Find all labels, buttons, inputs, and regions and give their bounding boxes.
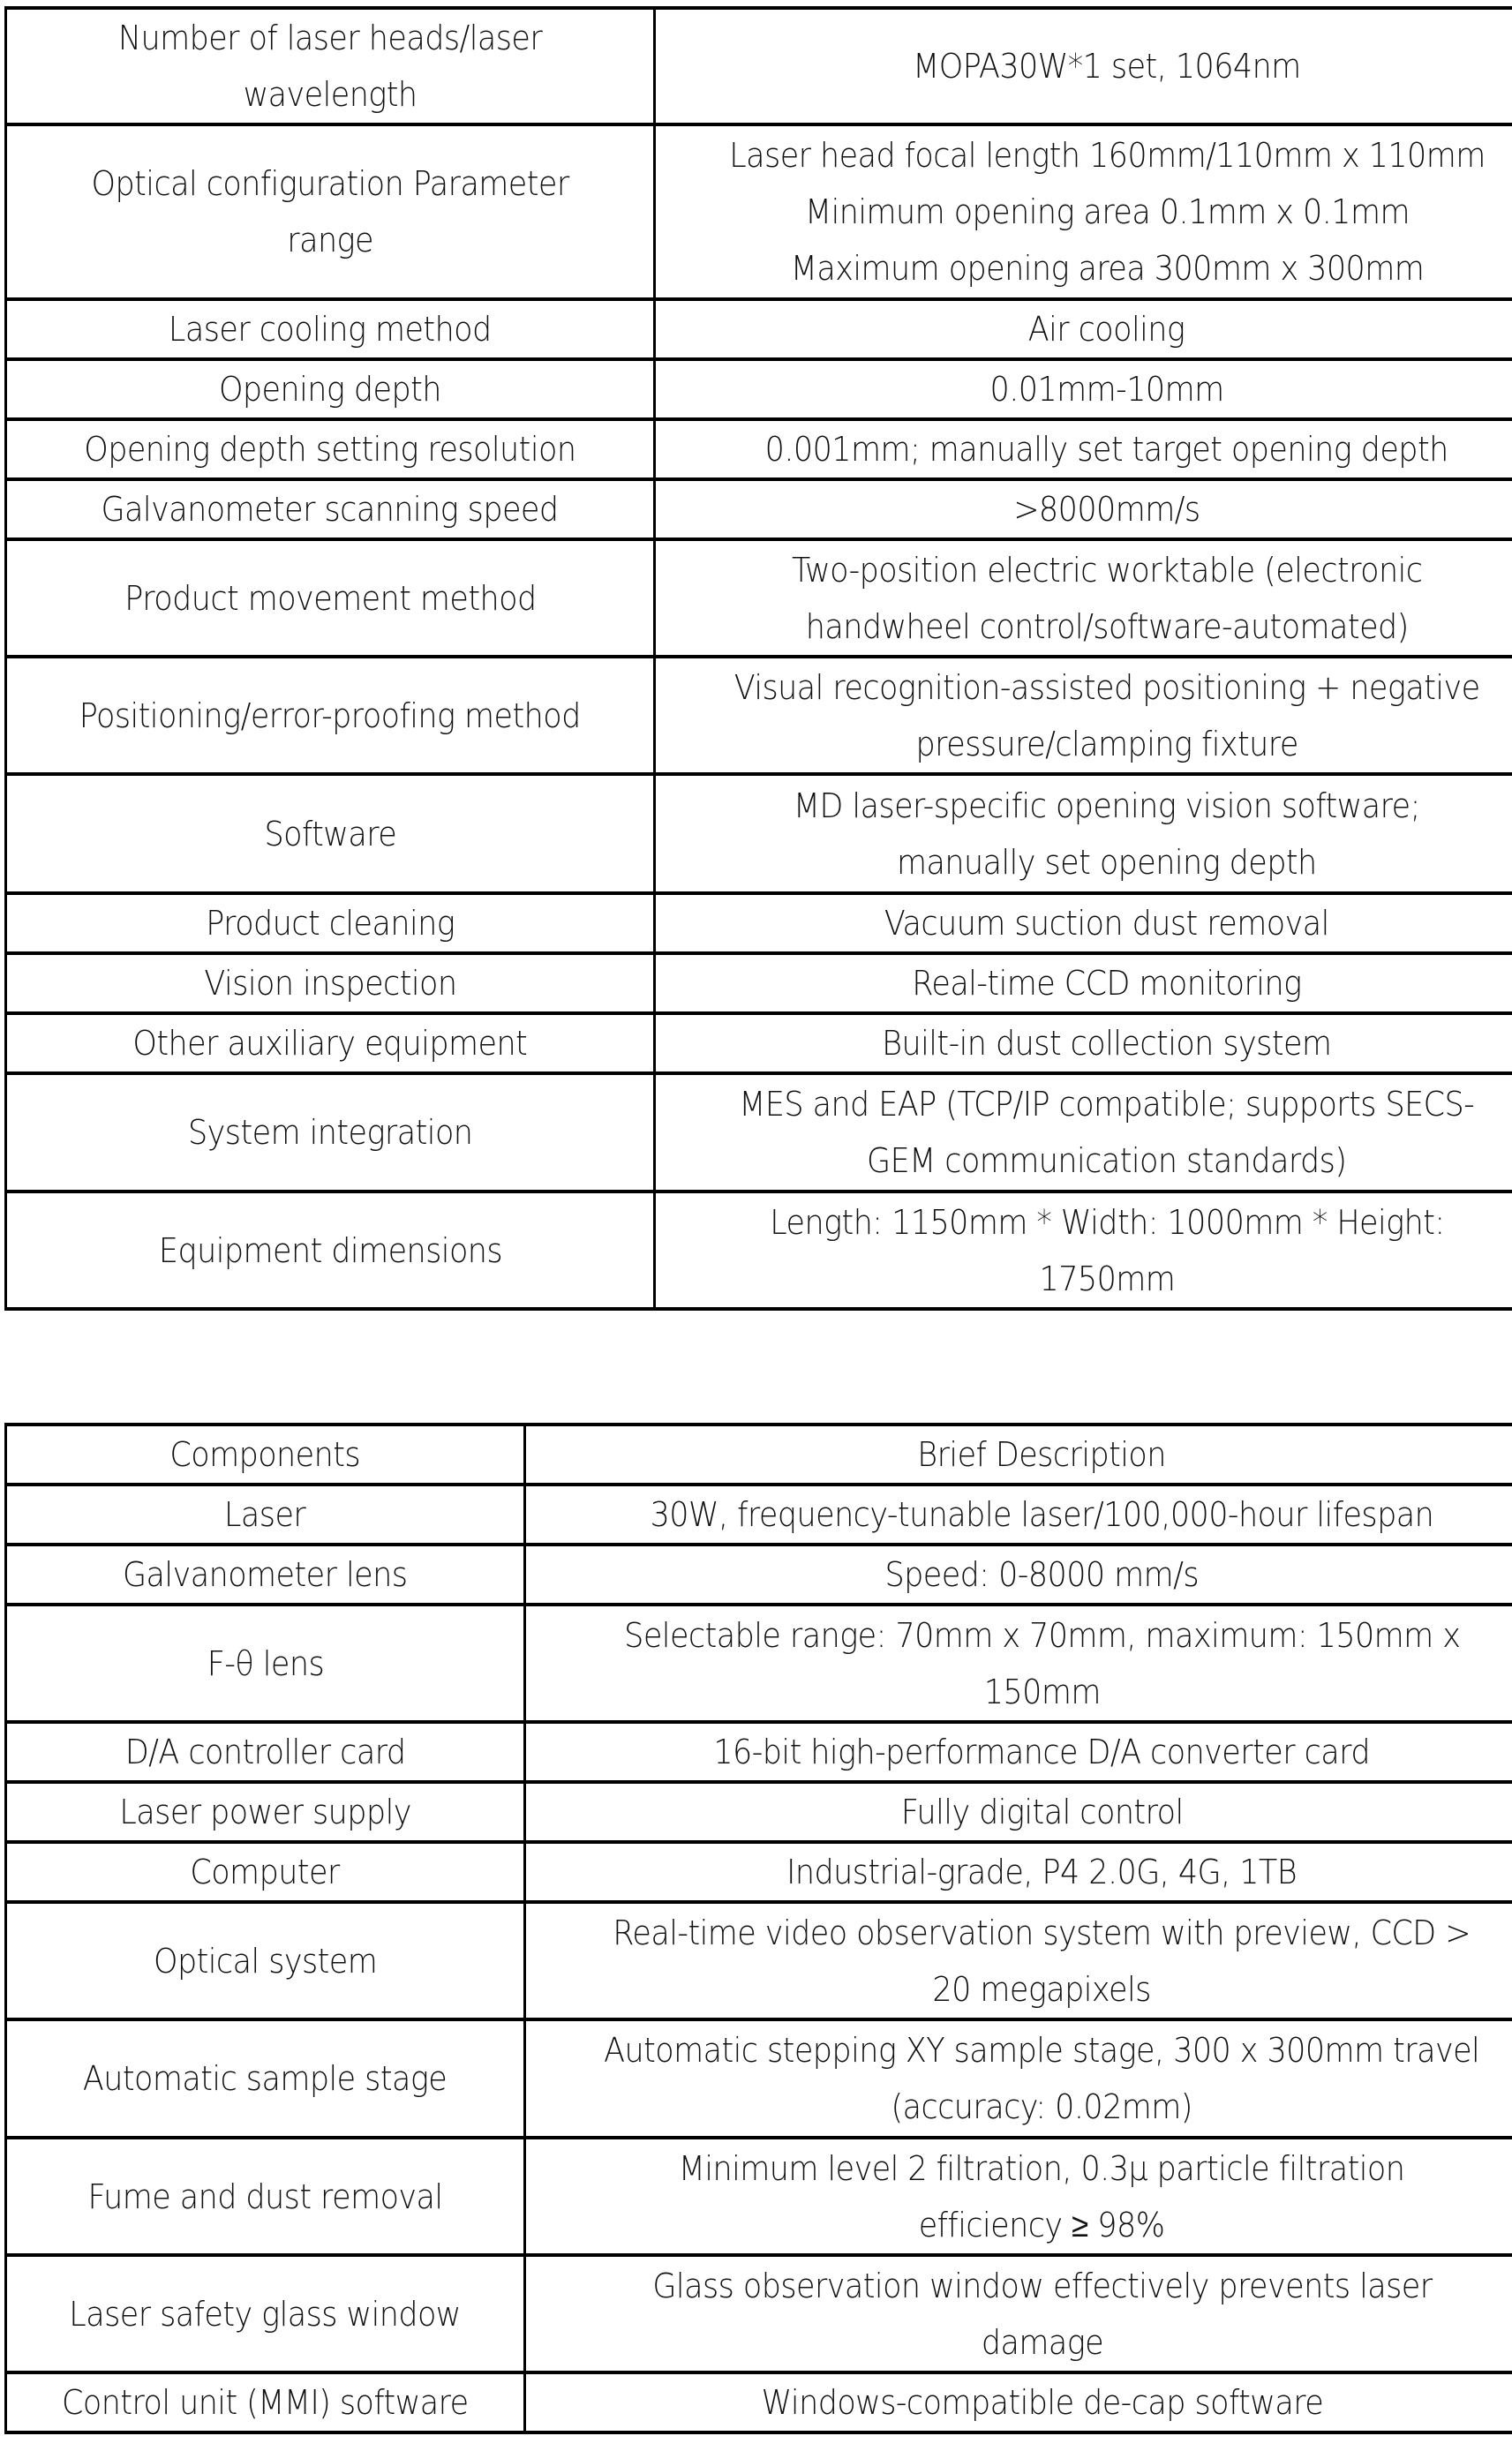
table-row	[6, 1545, 1512, 1605]
row-value-cell	[655, 953, 1512, 1013]
table-row	[6, 124, 1512, 299]
row-value-cell	[655, 359, 1512, 419]
value-text: Laser head focal length 160mm/110mm x 110mm	[728, 136, 1486, 175]
value-text: Glass observation window effectively prevents laser	[651, 2266, 1433, 2305]
row-label-cell	[6, 774, 655, 893]
table-row	[6, 1842, 1512, 1902]
column-header-components	[6, 1425, 525, 1485]
value-text: Vacuum suction dust removal	[884, 904, 1329, 943]
value-text: Minimum level 2 filtration, 0.3μ particle filtration	[679, 2148, 1405, 2188]
row-label-cell	[6, 2372, 525, 2432]
row-value-cell	[525, 2372, 1512, 2432]
value-text: manually set opening depth	[897, 842, 1317, 882]
row-label-cell	[6, 419, 655, 479]
table-row	[6, 1192, 1512, 1309]
table-row	[6, 299, 1512, 359]
value-text: Automatic stepping XY sample stage, 300 x 300mm travel	[604, 2031, 1480, 2070]
table-row	[6, 1722, 1512, 1782]
value-text: 0.01mm-10mm	[989, 370, 1224, 409]
table-row	[6, 359, 1512, 419]
label-text: Opening depth setting resolution	[84, 430, 576, 469]
table-row	[6, 2019, 1512, 2138]
value-text: 30W, frequency-tunable laser/100,000-hour lifespan	[650, 1495, 1434, 1534]
table-row	[6, 657, 1512, 774]
row-label-cell	[6, 2138, 525, 2255]
row-value-cell	[655, 124, 1512, 299]
column-header-description	[525, 1425, 1512, 1485]
value-text: MD laser-specific opening vision software;	[794, 786, 1420, 825]
table-row	[6, 539, 1512, 657]
label-text: Positioning/error-proofing method	[79, 695, 582, 735]
value-text: Brief Description	[917, 1435, 1167, 1474]
label-text: Galvanometer lens	[123, 1555, 408, 1594]
table-row	[6, 893, 1512, 953]
table-row	[6, 1485, 1512, 1545]
value-text: Two-position electric worktable (electronic	[791, 550, 1423, 590]
row-label-cell	[6, 1842, 525, 1902]
row-label-cell	[6, 299, 655, 359]
row-label-cell	[6, 1605, 525, 1722]
value-text: efficiency ≥ 98%	[919, 2205, 1165, 2244]
label-text: Components	[169, 1435, 361, 1474]
label-text: Number of laser heads/laser	[117, 19, 543, 57]
row-value-cell	[655, 1073, 1512, 1192]
label-text: F-θ lens	[207, 1643, 324, 1683]
table-row	[6, 2255, 1512, 2372]
value-text: Length: 1150mm * Width: 1000mm * Height:	[769, 1202, 1445, 1242]
value-text: Real-time CCD monitoring	[912, 964, 1302, 1003]
row-value-cell	[525, 1605, 1512, 1722]
row-label-cell	[6, 1545, 525, 1605]
value-text: Windows-compatible de-cap software	[761, 2383, 1323, 2422]
table-row	[6, 419, 1512, 479]
row-label-cell	[6, 1192, 655, 1309]
label-text: Product cleaning	[206, 904, 455, 943]
label-text: Optical configuration Parameter	[91, 164, 569, 203]
row-label-cell	[6, 2019, 525, 2138]
table-row	[6, 8, 1512, 124]
value-text: 1750mm	[1039, 1259, 1175, 1298]
label-text: wavelength	[243, 75, 417, 114]
value-text: 20 megapixels	[932, 1969, 1152, 2009]
value-text: Visual recognition-assisted positioning + negative	[733, 667, 1480, 707]
value-text: Maximum opening area 300mm x 300mm	[790, 249, 1424, 288]
table-row	[6, 2138, 1512, 2255]
row-label-cell	[6, 1902, 525, 2019]
label-text: Control unit (MMI) software	[62, 2383, 469, 2422]
row-value-cell	[525, 1722, 1512, 1782]
label-text: Laser cooling method	[169, 310, 492, 349]
row-value-cell	[525, 1902, 1512, 2019]
label-text: Other auxiliary equipment	[132, 1024, 528, 1063]
value-text: 16-bit high-performance D/A converter card	[713, 1733, 1371, 1771]
value-text: Real-time video observation system with preview, CCD >	[613, 1913, 1471, 1952]
row-label-cell	[6, 893, 655, 953]
value-text: MOPA30W*1 set, 1064nm	[913, 47, 1301, 86]
table-row	[6, 1013, 1512, 1073]
row-value-cell	[655, 774, 1512, 893]
row-label-cell	[6, 124, 655, 299]
value-text: Built-in dust collection system	[882, 1024, 1332, 1063]
label-text: Automatic sample stage	[83, 2059, 448, 2098]
label-text: Fume and dust removal	[87, 2177, 443, 2216]
row-value-cell	[655, 893, 1512, 953]
row-value-cell	[655, 1013, 1512, 1073]
value-text: Minimum opening area 0.1mm x 0.1mm	[804, 192, 1410, 231]
row-value-cell	[525, 2019, 1512, 2138]
table-row	[6, 1605, 1512, 1722]
row-value-cell	[655, 479, 1512, 539]
table-header-row	[6, 1425, 1512, 1485]
label-text: Optical system	[153, 1941, 378, 1981]
value-text: GEM communication standards)	[867, 1141, 1347, 1180]
label-text: Product movement method	[124, 578, 537, 618]
row-value-cell	[655, 539, 1512, 657]
value-text: damage	[981, 2322, 1103, 2362]
value-text: 0.001mm; manually set target opening depth	[764, 430, 1449, 469]
label-text: Laser	[224, 1495, 306, 1534]
label-text: Laser power supply	[119, 1793, 411, 1831]
label-text: Laser safety glass window	[69, 2294, 462, 2334]
row-label-cell	[6, 2255, 525, 2372]
value-text: 150mm	[983, 1672, 1101, 1711]
table-row	[6, 774, 1512, 893]
row-label-cell	[6, 539, 655, 657]
row-label-cell	[6, 479, 655, 539]
label-text: Computer	[190, 1853, 341, 1891]
label-text: Software	[264, 814, 396, 853]
row-value-cell	[655, 299, 1512, 359]
label-text: range	[287, 221, 373, 259]
value-text: MES and EAP (TCP/IP compatible; supports SECS-	[739, 1085, 1475, 1124]
table-row	[6, 479, 1512, 539]
specifications-table	[4, 6, 1512, 1311]
row-label-cell	[6, 657, 655, 774]
label-text: Vision inspection	[203, 964, 457, 1003]
value-text: handwheel control/software-automated)	[805, 606, 1409, 646]
value-text: Selectable range: 70mm x 70mm, maximum: 150mm x	[623, 1615, 1461, 1655]
table-row	[6, 1902, 1512, 2019]
row-value-cell	[655, 419, 1512, 479]
label-text: Opening depth	[219, 370, 441, 409]
row-value-cell	[525, 1842, 1512, 1902]
row-value-cell	[525, 2255, 1512, 2372]
row-value-cell	[655, 657, 1512, 774]
table-row	[6, 953, 1512, 1013]
value-text: (accuracy: 0.02mm)	[891, 2087, 1193, 2126]
value-text: Speed: 0-8000 mm/s	[884, 1555, 1200, 1594]
value-text: Fully digital control	[900, 1793, 1184, 1831]
value-text: pressure/clamping fixture	[915, 724, 1298, 763]
label-text: Galvanometer scanning speed	[101, 490, 559, 529]
row-value-cell	[525, 2138, 1512, 2255]
row-label-cell	[6, 1722, 525, 1782]
label-text: D/A controller card	[124, 1733, 406, 1771]
value-text: Industrial-grade, P4 2.0G, 4G, 1TB	[786, 1853, 1298, 1891]
label-text: Equipment dimensions	[158, 1230, 502, 1270]
row-value-cell	[655, 8, 1512, 124]
row-label-cell	[6, 8, 655, 124]
row-value-cell	[655, 1192, 1512, 1309]
row-value-cell	[525, 1545, 1512, 1605]
row-value-cell	[525, 1782, 1512, 1842]
value-text: Air cooling	[1028, 310, 1185, 349]
row-label-cell	[6, 359, 655, 419]
table-row	[6, 2372, 1512, 2432]
row-label-cell	[6, 953, 655, 1013]
row-label-cell	[6, 1782, 525, 1842]
row-label-cell	[6, 1013, 655, 1073]
components-table	[4, 1423, 1512, 2434]
table-row	[6, 1073, 1512, 1192]
value-text: >8000mm/s	[1013, 490, 1200, 529]
row-label-cell	[6, 1073, 655, 1192]
table-row	[6, 1782, 1512, 1842]
row-value-cell	[525, 1485, 1512, 1545]
label-text: System integration	[187, 1113, 473, 1152]
row-label-cell	[6, 1485, 525, 1545]
